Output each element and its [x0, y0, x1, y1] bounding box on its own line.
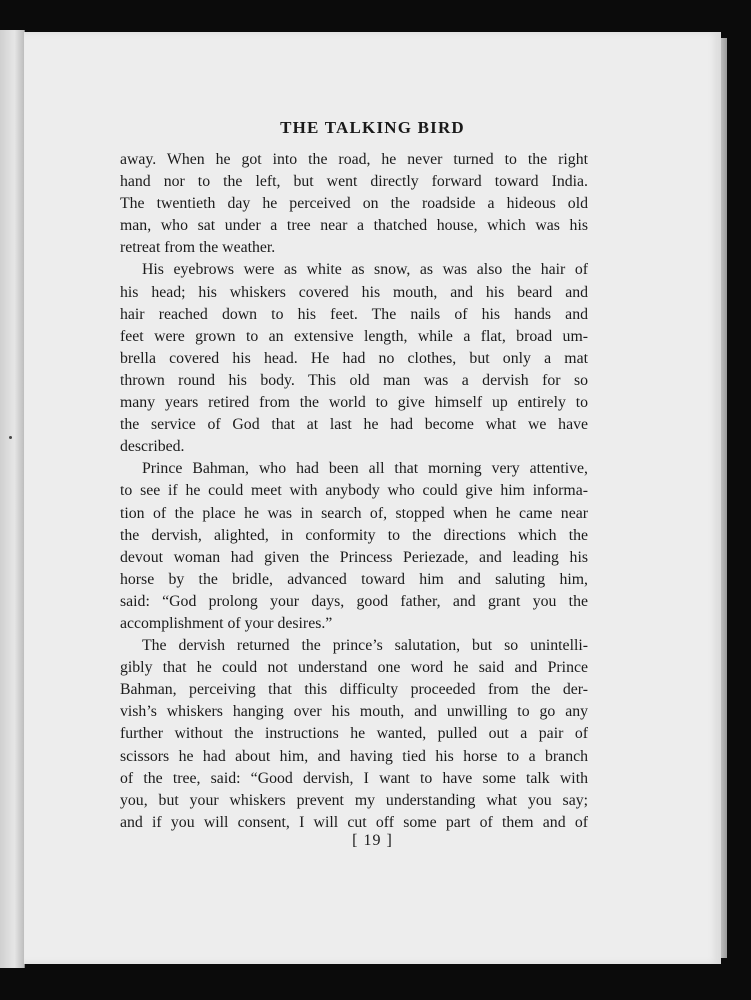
body-text: [120, 149, 588, 834]
text-line: brella covered his head. He had no clothes, but only a mat: [120, 349, 588, 367]
text-line: Bahman, perceiving that this difficulty proceeded from the der-: [120, 681, 588, 699]
text-line: you, but your whiskers prevent my understanding what you say;: [120, 791, 588, 809]
text-line: scissors he had about him, and having tied his horse to a branch: [120, 747, 588, 765]
text-line: his head; his whiskers covered his mouth, and his beard and: [120, 283, 588, 301]
text-line: accomplishment of your desires.”: [120, 614, 333, 632]
text-line: horse by the bridle, advanced toward him and saluting him,: [120, 570, 588, 588]
text-line: vish’s whiskers hanging over his mouth, and unwilling to go any: [120, 703, 588, 721]
text-line: gibly that he could not understand one word he said and Prince: [120, 659, 588, 677]
text-line: Prince Bahman, who had been all that morning very attentive,: [142, 460, 588, 478]
text-line: His eyebrows were as white as snow, as was also the hair of: [142, 261, 588, 279]
text-line: The dervish returned the prince’s salutation, but so unintelli-: [142, 637, 588, 655]
text-line: The twentieth day he perceived on the roadside a hideous old: [120, 195, 588, 213]
margin-mark: [9, 436, 12, 439]
text-line: described.: [120, 438, 185, 456]
text-line: the service of God that at last he had become what we have: [120, 416, 588, 434]
text-line: tion of the place he was in search of, stopped when he came near: [120, 504, 588, 522]
text-line: retreat from the weather.: [120, 239, 276, 257]
text-line: to see if he could meet with anybody who could give him informa-: [120, 482, 588, 500]
text-line: thrown round his body. This old man was a dervish for so: [120, 371, 588, 389]
text-line: and if you will consent, I will cut off some part of them and of: [120, 813, 588, 831]
text-line: of the tree, said: “Good dervish, I want to have some talk with: [120, 769, 588, 787]
text-line: devout woman had given the Princess Periezade, and leading his: [120, 548, 588, 566]
running-head: THE TALKING BIRD: [280, 118, 465, 137]
text-line: the dervish, alighted, in conformity to the directions which the: [120, 526, 588, 544]
text-line: hand nor to the left, but went directly forward toward India.: [120, 173, 588, 191]
text-line: away. When he got into the road, he never turned to the right: [120, 151, 588, 168]
left-page-edge: [0, 30, 25, 968]
text-line: man, who sat under a tree near a thatched house, which was his: [120, 217, 588, 235]
text-line: hair reached down to his feet. The nails of his hands and: [120, 305, 588, 323]
text-line: many years retired from the world to give himself up entirely to: [120, 394, 588, 412]
page-number: [ 19 ]: [352, 832, 393, 849]
text-line: feet were grown to an extensive length, while a flat, broad um-: [120, 327, 588, 345]
book-page: [24, 32, 721, 964]
text-line: further without the instructions he wanted, pulled out a pair of: [120, 725, 588, 743]
text-line: said: “God prolong your days, good father, and grant you the: [120, 592, 588, 610]
